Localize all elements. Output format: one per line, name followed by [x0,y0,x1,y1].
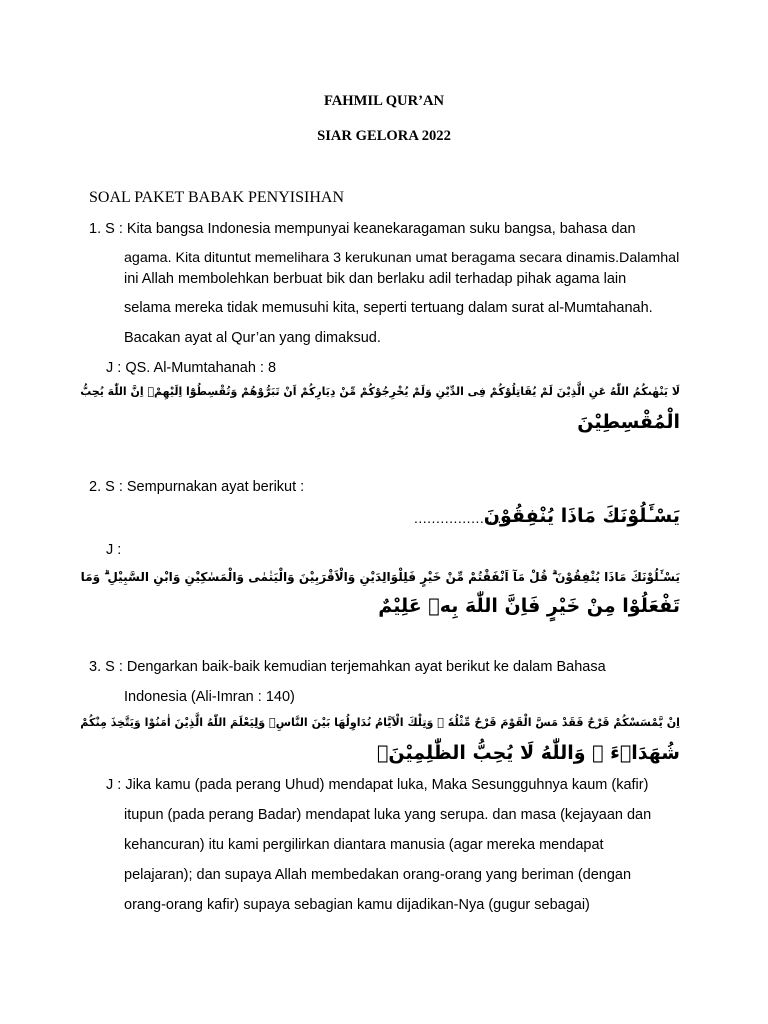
answer-3-line-4: pelajaran); dan supaya Allah membedakan orang-orang yang beriman (dengan [124,867,632,883]
document-subtitle: SIAR GELORA 2022 [317,128,451,144]
question-2-dots: ...................... [414,510,511,526]
question-3-line-2: Indonesia (Ali-Imran : 140) [124,689,295,705]
answer-2-arabic-line-2: تَفْعَلُوْا مِنْ خَيْرٍ فَاِنَّ اللّٰهَ بِهٖ عَلِيْمٌ [378,595,680,617]
question-3-arabic-line-2: شُهَدَاۤءَ ۗ وَاللّٰهُ لَا يُحِبُّ الظّٰلِمِيْنَۙ [376,742,680,764]
question-2-arabic: يَسْـَٔلُوْنَكَ مَاذَا يُنْفِقُوْنَ [483,505,680,527]
question-1-line-5: Bacakan ayat al Qur’an yang dimaksud. [124,330,381,346]
answer-1-arabic-line-1: لَا يَنْهٰىكُمُ اللّٰهُ عَنِ الَّذِيْنَ لَمْ يُقَاتِلُوْكُمْ فِى الدِّيْنِ وَلَمْ يُخْرِجُوْكُمْ مِّنْ دِيَارِكُمْ اَنْ تَبَرُّوْهُمْ وَتُقْسِطُوْٓا اِلَيْهِمْۗ اِنَّ اللّٰهَ يُحِبُّ [80,385,680,398]
question-1-line-3: ini Allah membolehkan berbuat bik dan berlaku adil terhadap pihak agama lain [124,271,627,287]
answer-3-line-5: orang-orang kafir) supaya sebagian kamu dijadikan-Nya (gugur sebagai) [124,897,590,913]
question-1-line-4: selama mereka tidak memusuhi kita, seperti tertuang dalam surat al-Mumtahanah. [124,300,653,316]
answer-3-line-3: kehancuran) itu kami pergilirkan diantara manusia (agar mereka mendapat [124,837,604,853]
section-title: SOAL PAKET BABAK PENYISIHAN [89,189,344,206]
answer-1-label: J : QS. Al-Mumtahanah : 8 [106,360,277,376]
question-1-line-2: agama. Kita dituntut memelihara 3 kerukunan umat beragama secara dinamis.Dalamhal [124,250,680,266]
answer-1-arabic-line-2: الْمُقْسِطِيْنَ [577,411,680,433]
answer-3-line-2: itupun (pada perang Badar) mendapat luka yang serupa. dan masa (kejayaan dan [124,807,652,823]
answer-2-arabic-line-1: يَسْـَٔلُوْنَكَ مَاذَا يُنْفِقُوْنَ ۗ قُلْ مَآ اَنْفَقْتُمْ مِّنْ خَيْرٍ فَلِلْوَالِدَيْنِ وَالْاَقْرَبِيْنَ وَالْيَتٰمٰى وَالْمَسٰكِيْنِ وَابْنِ السَّبِيْلِ ۗ وَمَا [80,570,680,584]
answer-2-label: J : [106,542,122,558]
question-3-arabic-line-1: اِنْ يَّمْسَسْكُمْ قَرْحٌ فَقَدْ مَسَّ الْقَوْمَ قَرْحٌ مِّثْلُهٗ ۗ وَتِلْكَ الْاَيَّامُ نُدَاوِلُهَا بَيْنَ النَّاسِۚ وَلِيَعْلَمَ اللّٰهُ الَّذِيْنَ اٰمَنُوْا وَيَتَّخِذَ مِنْكُمْ [80,716,680,729]
question-2-line-1: 2. S : Sempurnakan ayat berikut : [89,479,305,495]
question-3-line-1: 3. S : Dengarkan baik-baik kemudian terjemahkan ayat berikut ke dalam Bahasa [89,659,606,675]
answer-3-line-1: J : Jika kamu (pada perang Uhud) mendapat luka, Maka Sesungguhnya kaum (kafir) [106,777,649,793]
question-1-line-1: 1. S : Kita bangsa Indonesia mempunyai keanekaragaman suku bangsa, bahasa dan [89,221,636,237]
document-title: FAHMIL QUR’AN [323,93,445,109]
